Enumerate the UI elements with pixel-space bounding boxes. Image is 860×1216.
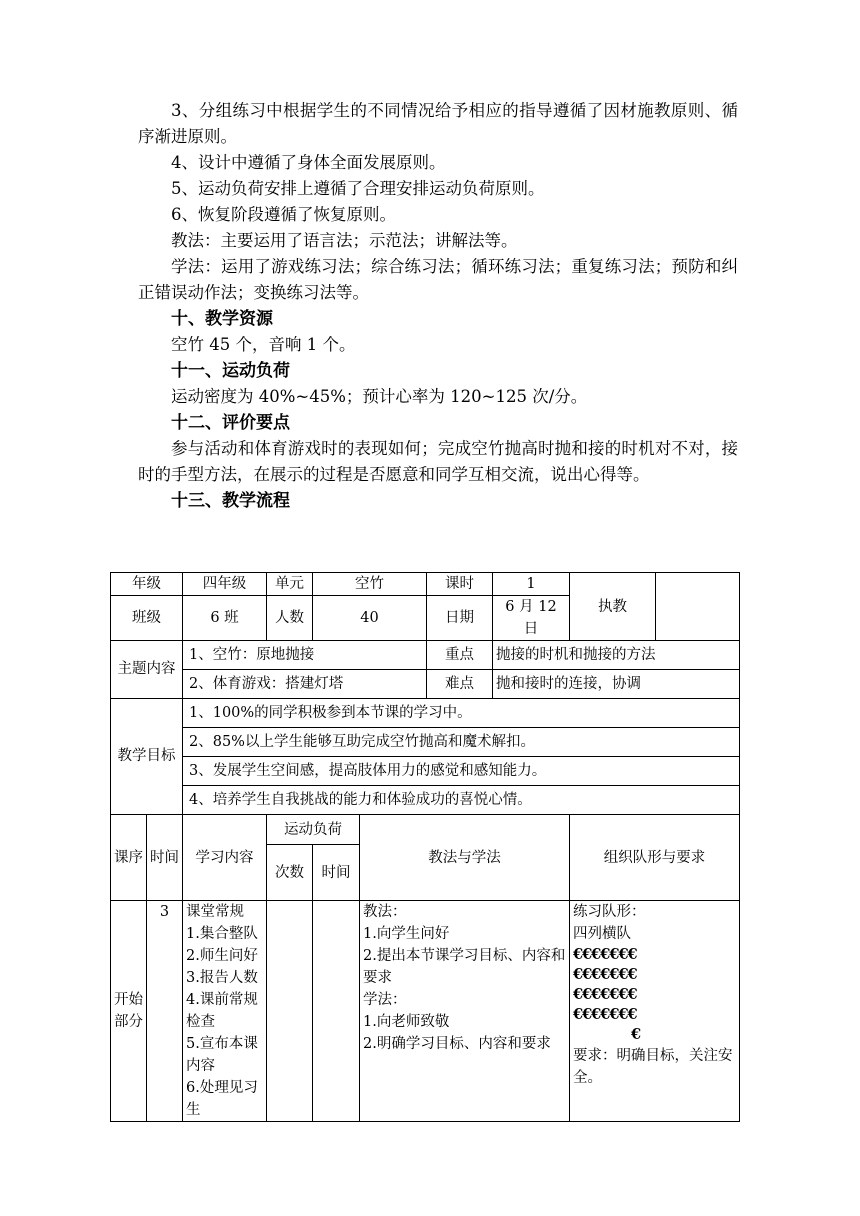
content-line: 5.宣布本课内容: [186, 1036, 258, 1074]
content-line: 3.报告人数: [186, 970, 258, 986]
goal-label: 教学目标: [111, 699, 183, 815]
start-phase-method: [360, 901, 570, 1122]
key-point-label: 重点: [427, 641, 493, 670]
goal-item-1: 1、100%的同学积极参到本节课的学习中。: [183, 699, 740, 728]
date-label: 日期: [427, 596, 493, 641]
goal-item-2: 2、85%以上学生能够互助完成空竹抛高和魔术解扣。: [183, 728, 740, 757]
lesson-plan-table: [110, 572, 740, 1122]
start-phase-organization: [570, 901, 740, 1122]
content-line: 1.集合整队: [186, 926, 258, 942]
section-title-evaluation: 十二、评价要点: [171, 413, 290, 433]
content-line: 6.处理见习生: [186, 1080, 258, 1118]
topic-label: 主题内容: [111, 641, 183, 699]
document-body: [138, 98, 738, 514]
header-load: 运动负荷: [267, 815, 360, 845]
method-line: 1.向老师致敬: [363, 1014, 450, 1030]
start-phase-label: 开始部分: [111, 901, 147, 1122]
teacher-position-icon: €: [631, 1026, 641, 1043]
header-load-time: 时间: [313, 845, 360, 901]
count-value: 40: [313, 596, 427, 641]
difficulty-label: 难点: [427, 670, 493, 699]
start-load-time: [313, 901, 360, 1122]
paragraph-principle-4: 4、设计中遵循了身体全面发展原则。: [171, 153, 446, 172]
start-load-count: [267, 901, 313, 1122]
section-text-load: 运动密度为 40%~45%；预计心率为 120~125 次/分。: [171, 387, 588, 406]
section-text-resources: 空竹 45 个，音响 1 个。: [171, 335, 356, 354]
section-title-flow: 十三、教学流程: [171, 491, 290, 511]
content-line: 4.课前常规检查: [186, 992, 258, 1030]
header-phase: 课序: [111, 815, 147, 901]
formation-row-icon: €€€€€€€: [573, 1006, 637, 1023]
grade-label: 年级: [111, 573, 183, 596]
class-label: 班级: [111, 596, 183, 641]
paragraph-teaching-method: 教法：主要运用了语言法；示范法；讲解法等。: [171, 231, 518, 250]
key-point-value: 抛接的时机和抛接的方法: [493, 641, 740, 670]
method-line: 1.向学生问好: [363, 926, 450, 942]
method-line: 2.明确学习目标、内容和要求: [363, 1036, 551, 1052]
method-line: 学法：: [363, 992, 407, 1008]
paragraph-principle-3: 3、分组练习中根据学生的不同情况给予相应的指导遵循了因材施教原则、循序渐进原则。: [138, 101, 738, 146]
org-formation: 四列横队: [573, 926, 631, 942]
topic-item-2: 2、体育游戏：搭建灯塔: [183, 670, 427, 699]
teacher-label: 执教: [570, 573, 656, 641]
header-time: 时间: [147, 815, 183, 901]
unit-label: 单元: [267, 573, 313, 596]
formation-row-icon: €€€€€€€: [573, 946, 637, 963]
count-label: 人数: [267, 596, 313, 641]
topic-item-1: 1、空竹：原地抛接: [183, 641, 427, 670]
formation-row-icon: €€€€€€€: [573, 986, 637, 1003]
paragraph-principle-6: 6、恢复阶段遵循了恢复原则。: [171, 205, 396, 224]
start-phase-content: [183, 901, 267, 1122]
org-requirement: 要求：明确目标，关注安全。: [573, 1048, 733, 1086]
period-value: 1: [493, 573, 570, 596]
goal-item-4: 4、培养学生自我挑战的能力和体验成功的喜悦心情。: [183, 786, 740, 815]
section-title-resources: 十、教学资源: [171, 309, 273, 329]
paragraph-learning-method: 学法：运用了游戏练习法；综合练习法；循环练习法；重复练习法；预防和纠正错误动作法；变换练习法等。: [138, 257, 738, 302]
method-line: 2.提出本节课学习目标、内容和要求: [363, 948, 566, 986]
section-title-load: 十一、运动负荷: [171, 361, 290, 381]
header-content: 学习内容: [183, 815, 267, 901]
difficulty-value: 抛和接时的连接，协调: [493, 670, 740, 699]
period-label: 课时: [427, 573, 493, 596]
content-line: 2.师生问好: [186, 948, 258, 964]
formation-row-icon: €€€€€€€: [573, 966, 637, 983]
method-line: 教法：: [363, 904, 407, 920]
teacher-value: [656, 573, 740, 641]
class-value: 6 班: [183, 596, 267, 641]
paragraph-principle-5: 5、运动负荷安排上遵循了合理安排运动负荷原则。: [171, 179, 545, 198]
section-text-evaluation: 参与活动和体育游戏时的表现如何；完成空竹抛高时抛和接的时机对不对，接时的手型方法，在展示的过程是否愿意和同学互相交流，说出心得等。: [138, 439, 738, 484]
header-organization: 组织队形与要求: [570, 815, 740, 901]
header-load-count: 次数: [267, 845, 313, 901]
header-method: 教法与学法: [360, 815, 570, 901]
org-title: 练习队形：: [573, 904, 646, 920]
content-line: 课堂常规: [186, 904, 244, 920]
unit-value: 空竹: [313, 573, 427, 596]
date-value: 6 月 12 日: [493, 596, 570, 641]
grade-value: 四年级: [183, 573, 267, 596]
start-phase-time: 3: [147, 901, 183, 1122]
goal-item-3: 3、发展学生空间感，提高肢体用力的感觉和感知能力。: [183, 757, 740, 786]
